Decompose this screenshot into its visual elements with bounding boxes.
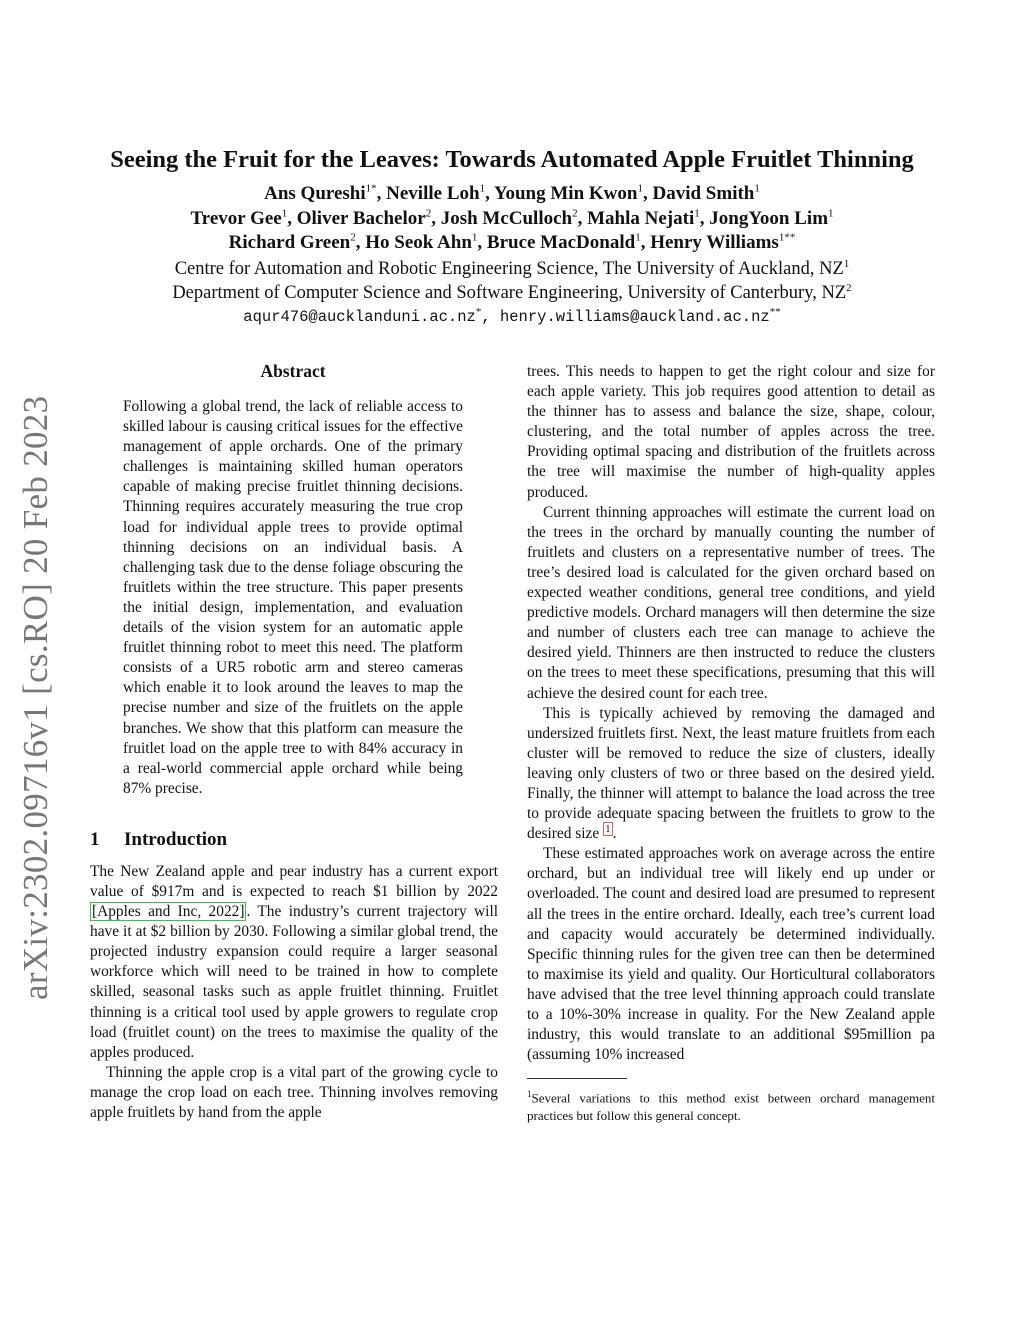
author-affiliation-mark: 1 bbox=[479, 182, 486, 195]
author-affiliation-mark: 2 bbox=[350, 231, 356, 244]
left-column bbox=[90, 358, 498, 1123]
author-line bbox=[100, 182, 924, 207]
abstract bbox=[123, 358, 463, 799]
affiliation-text: Centre for Automation and Robotic Engineering Science, The University of Auckland, NZ bbox=[174, 258, 844, 279]
right-column bbox=[527, 362, 935, 1124]
author-separator: , bbox=[287, 207, 297, 229]
abstract-heading: Abstract bbox=[260, 361, 326, 381]
paragraph-text: This is typically achieved by removing the damaged and undersized fruitlets first. Next, the least mature fruitlets from each cluster will be removed to reduce the size of clusters, ideally leaving only clusters of two or three based on the desired yield. Finally, the thinner will attempt to balance the load across the tree to provide adequate spacing between the fruitlets to grow to the desired size bbox=[527, 704, 935, 843]
footnote-reference[interactable]: 1 bbox=[605, 823, 611, 836]
author-affiliation-mark: 1* bbox=[365, 182, 377, 195]
author-name: David Smith bbox=[652, 183, 755, 204]
citation-link[interactable]: [Apples and Inc, 2022] bbox=[92, 903, 245, 921]
author-name: Ans Qureshi bbox=[264, 183, 366, 204]
paragraph-text: . bbox=[612, 825, 617, 843]
paragraph bbox=[527, 704, 935, 845]
author-name: Oliver Bachelor bbox=[296, 207, 426, 229]
author-separator: , bbox=[431, 207, 441, 229]
author-separator: , bbox=[640, 232, 651, 253]
author-affiliation-mark: 2 bbox=[425, 207, 432, 220]
author-separator: , bbox=[577, 207, 588, 229]
footnote-divider bbox=[527, 1078, 627, 1079]
author-name: Henry Williams bbox=[650, 232, 779, 253]
email-link[interactable]: aqur476@aucklanduni.ac.nz bbox=[243, 307, 476, 326]
paper-header bbox=[100, 146, 924, 329]
paragraph-text: The New Zealand apple and pear industry has a current export value of $917m and is expected to reach $1 billion by 2022 bbox=[90, 862, 498, 900]
author-line bbox=[100, 207, 924, 232]
section-number: 1 bbox=[90, 828, 100, 850]
author-separator: , bbox=[485, 183, 494, 204]
author-name: Mahla Nejati bbox=[587, 207, 695, 229]
author-name: Neville Loh bbox=[386, 183, 480, 204]
author-separator: , bbox=[642, 183, 653, 204]
affiliation bbox=[100, 281, 924, 305]
paragraph: Thinning the apple crop is a vital part of the growing cycle to manage the crop load on each tree. Thinning involves removing apple fruitlets by hand from the apple bbox=[90, 1063, 498, 1121]
author-affiliation-mark: 1 bbox=[635, 231, 641, 244]
author-line bbox=[100, 231, 924, 256]
affiliation-mark: 1 bbox=[843, 257, 850, 270]
author-separator: , bbox=[376, 183, 387, 204]
email-mark: * bbox=[475, 305, 482, 318]
affiliation-list bbox=[100, 257, 924, 305]
author-name: Ho Seok Ahn bbox=[365, 232, 472, 253]
author-affiliation-mark: 1** bbox=[778, 231, 796, 244]
paragraph bbox=[90, 862, 498, 1063]
author-affiliation-mark: 1 bbox=[754, 182, 760, 195]
author-name: Richard Green bbox=[228, 232, 351, 253]
email-separator: , bbox=[481, 307, 500, 326]
footnote-mark: 1 bbox=[527, 1089, 532, 1100]
affiliation-mark: 2 bbox=[846, 281, 852, 294]
affiliation bbox=[100, 257, 924, 281]
author-name: JongYoon Lim bbox=[709, 207, 829, 229]
author-separator: , bbox=[355, 232, 366, 253]
author-affiliation-mark: 1 bbox=[694, 207, 700, 220]
abstract-text: Following a global trend, the lack of reliable access to skilled labour is causing critical issues for the effective management of apple orchards. One of the primary challenges is maintaining skilled human operators capable of making precise fruitlet thinning decisions. Thinning requires accurately measuring the true crop load for individual apple trees to provide optimal thinning decisions on an individual basis. A challenging task due to the dense foliage obscuring the fruitlets within the tree structure. This paper presents the initial design, implementation, and evaluation details of the vision system for an automatic apple fruitlet thinning robot to meet this need. The platform consists of a UR5 robotic arm and stereo cameras which enable it to look around the leaves to map the precise number and size of the fruitlets on the apple branches. We show that this platform can measure the fruitlet load on the apple tree to with 84% accuracy in a real-world commercial apple orchard while being 87% precise. bbox=[123, 398, 463, 797]
author-affiliation-mark: 1 bbox=[471, 231, 478, 244]
author-separator: , bbox=[699, 207, 710, 229]
author-affiliation-mark: 2 bbox=[572, 207, 578, 220]
author-affiliation-mark: 1 bbox=[828, 207, 834, 220]
email-mark: ** bbox=[769, 305, 781, 318]
author-affiliation-mark: 1 bbox=[281, 207, 288, 220]
email-link[interactable]: henry.williams@auckland.ac.nz bbox=[499, 307, 770, 326]
affiliation-text: Department of Computer Science and Software Engineering, University of Canterbury, NZ bbox=[172, 282, 847, 303]
author-list bbox=[100, 182, 924, 256]
arxiv-identifier: arXiv:2302.09716v1 [cs.RO] 20 Feb 2023 bbox=[16, 395, 55, 1000]
author-name: Josh McCulloch bbox=[440, 207, 573, 229]
footnote bbox=[527, 1086, 935, 1123]
paragraph: Current thinning approaches will estimate the current load on the trees in the orchard by manually counting the number of fruitlets and clusters on a representative number of trees. The tree’s desired load is calculated for the given orchard based on expected weather conditions, general tree conditions, and yield predictive models. Orchard managers will then determine the size and number of clusters each tree can manage to achieve the desired yield. Thinners are then instructed to reduce the clusters on the trees to meet these specifications, presuming that this will achieve the desired count for each tree. bbox=[527, 503, 935, 702]
contact-emails bbox=[100, 305, 924, 329]
paragraph-text: . The industry’s current trajectory will have it at $2 billion by 2030. Following a similar global trend, the projected industry expansion could require a larger seasonal workforce which will need to be trained in how to complete skilled, seasonal tasks such as apple fruitlet thinning. Fruitlet thinning is a critical tool used by apple growers to regulate crop load (fruitlet count) on the trees to maximise the quality of the apples produced. bbox=[90, 903, 498, 1061]
author-separator: , bbox=[477, 232, 487, 253]
author-name: Trevor Gee bbox=[190, 207, 282, 229]
footnote-text: Several variations to this method exist between orchard management practices but follow this general concept. bbox=[527, 1090, 935, 1123]
author-name: Bruce MacDonald bbox=[486, 232, 636, 253]
author-name: Young Min Kwon bbox=[493, 183, 638, 204]
paragraph: These estimated approaches work on average across the entire orchard, but an individual tree will likely end up under or overloaded. The count and desired load are presumed to represent all the trees in the entire orchard. Ideally, each tree’s current load and capacity would accurately be determined individually. Specific thinning rules for the given tree can then be determined to maximise its yield and quality. Our Horticultural collaborators have advised that the tree level thinning approach could translate to a 10%-30% increase in quality. For the New Zealand apple industry, this would translate to an additional $95million pa (assuming 10% increased bbox=[527, 845, 935, 1064]
author-affiliation-mark: 1 bbox=[637, 182, 643, 195]
section-heading bbox=[90, 829, 498, 851]
paragraph: trees. This needs to happen to get the right colour and size for each apple variety. This job requires good attention to detail as the thinner has to assess and balance the size, shape, colour, clustering, and the total number of apples across the tree. Providing optimal spacing and distribution of the fruitlets across the tree will maximise the number of high-quality apples produced. bbox=[527, 363, 935, 501]
paper-title: Seeing the Fruit for the Leaves: Towards Automated Apple Fruitlet Thinning bbox=[110, 146, 914, 173]
section-title: Introduction bbox=[124, 828, 228, 850]
